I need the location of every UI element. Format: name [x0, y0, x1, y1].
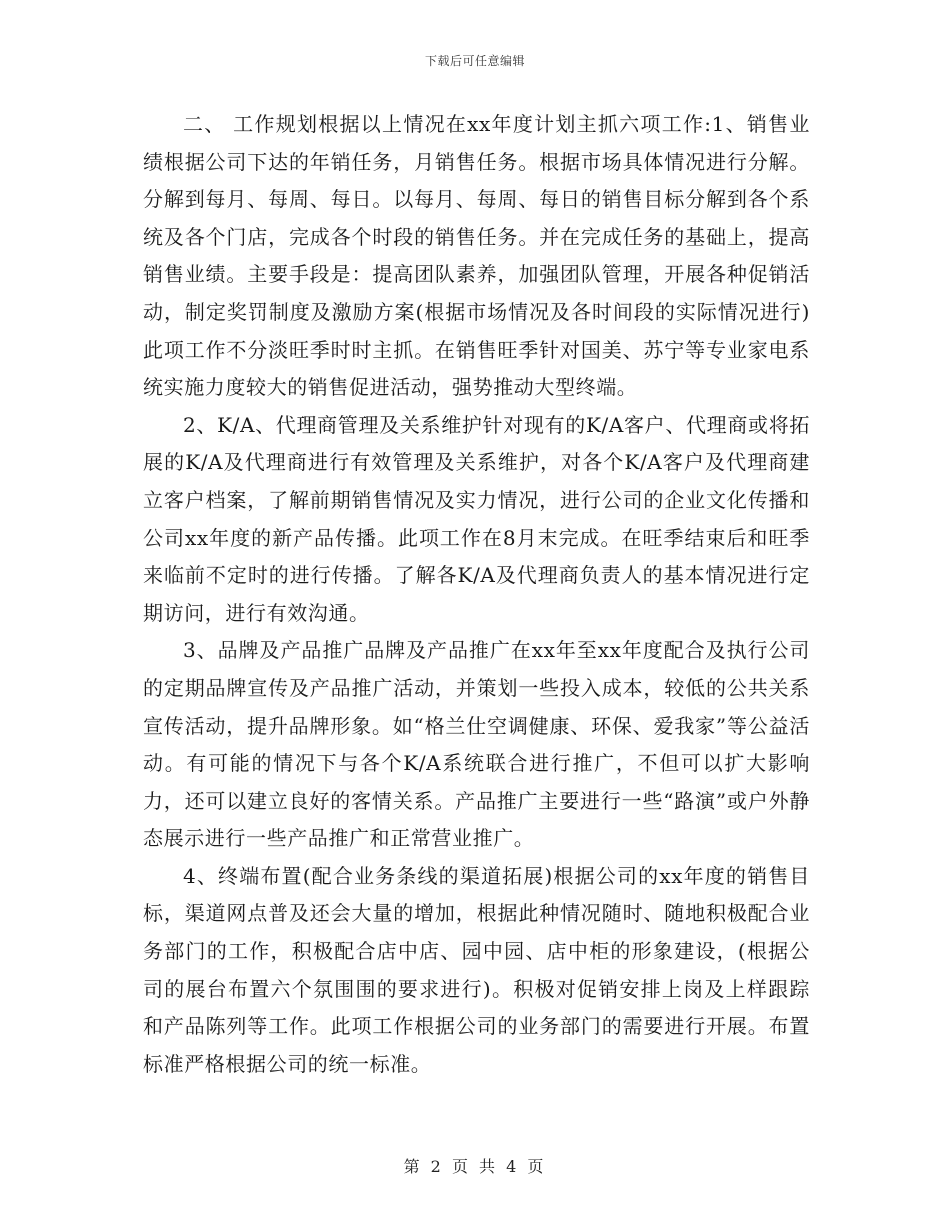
document-body [143, 106, 810, 1083]
paragraph-terminal-layout: 4、终端布置(配合业务条线的渠道拓展)根据公司的xx年度的销售目标，渠道网点普及还会大量的增加，根据此种情况随时、随地积极配合业务部门的工作，积极配合店中店、园中园、店中柜的形象建设，(根据公司的展台布置六个氛围围的要求进行)。积极对促销安排上岗及上样跟踪和产品陈列等工作。此项工作根据公司的业务部门的需要进行开展。布置标准严格根据公司的统一标准。 [143, 863, 810, 1076]
paragraph-ka-agent-management: 2、K/A、代理商管理及关系维护针对现有的K/A客户、代理商或将拓展的K/A及代理商进行有效管理及关系维护，对各个K/A客户及代理商建立客户档案，了解前期销售情况及实力情况，进行公司的企业文化传播和公司xx年度的新产品传播。此项工作在8月末完成。在旺季结束后和旺季来临前不定时的进行传播。了解各K/A及代理商负责人的基本情况进行定期访问，进行有效沟通。 [143, 412, 810, 625]
page-header: 下载后可任意编辑 [424, 54, 525, 68]
paragraph-work-plan: 二、 工作规划根据以上情况在xx年度计划主抓六项工作:1、销售业绩根据公司下达的年销任务，月销售任务。根据市场具体情况进行分解。分解到每月、每周、每日。以每月、每周、每日的销售目标分解到各个系统及各个门店，完成各个时段的销售任务。并在完成任务的基础上，提高销售业绩。主要手段是：提高团队素养，加强团队管理，开展各种促销活动，制定奖罚制度及激励方案(根据市场情况及各时间段的实际情况进行)此项工作不分淡旺季时时主抓。在销售旺季针对国美、苏宁等专业家电系统实施力度较大的销售促进活动，强势推动大型终端。 [143, 112, 810, 400]
paragraph-brand-promotion: 3、品牌及产品推广品牌及产品推广在xx年至xx年度配合及执行公司的定期品牌宣传及产品推广活动，并策划一些投入成本，较低的公共关系宣传活动，提升品牌形象。如“格兰仕空调健康、环保、爱我家”等公益活动。有可能的情况下与各个K/A系统联合进行推广，不但可以扩大影响力，还可以建立良好的客情关系。产品推广主要进行一些“路演”或户外静态展示进行一些产品推广和正常营业推广。 [143, 638, 810, 851]
page-number-footer: 第 2 页 共 4 页 [403, 1157, 547, 1176]
